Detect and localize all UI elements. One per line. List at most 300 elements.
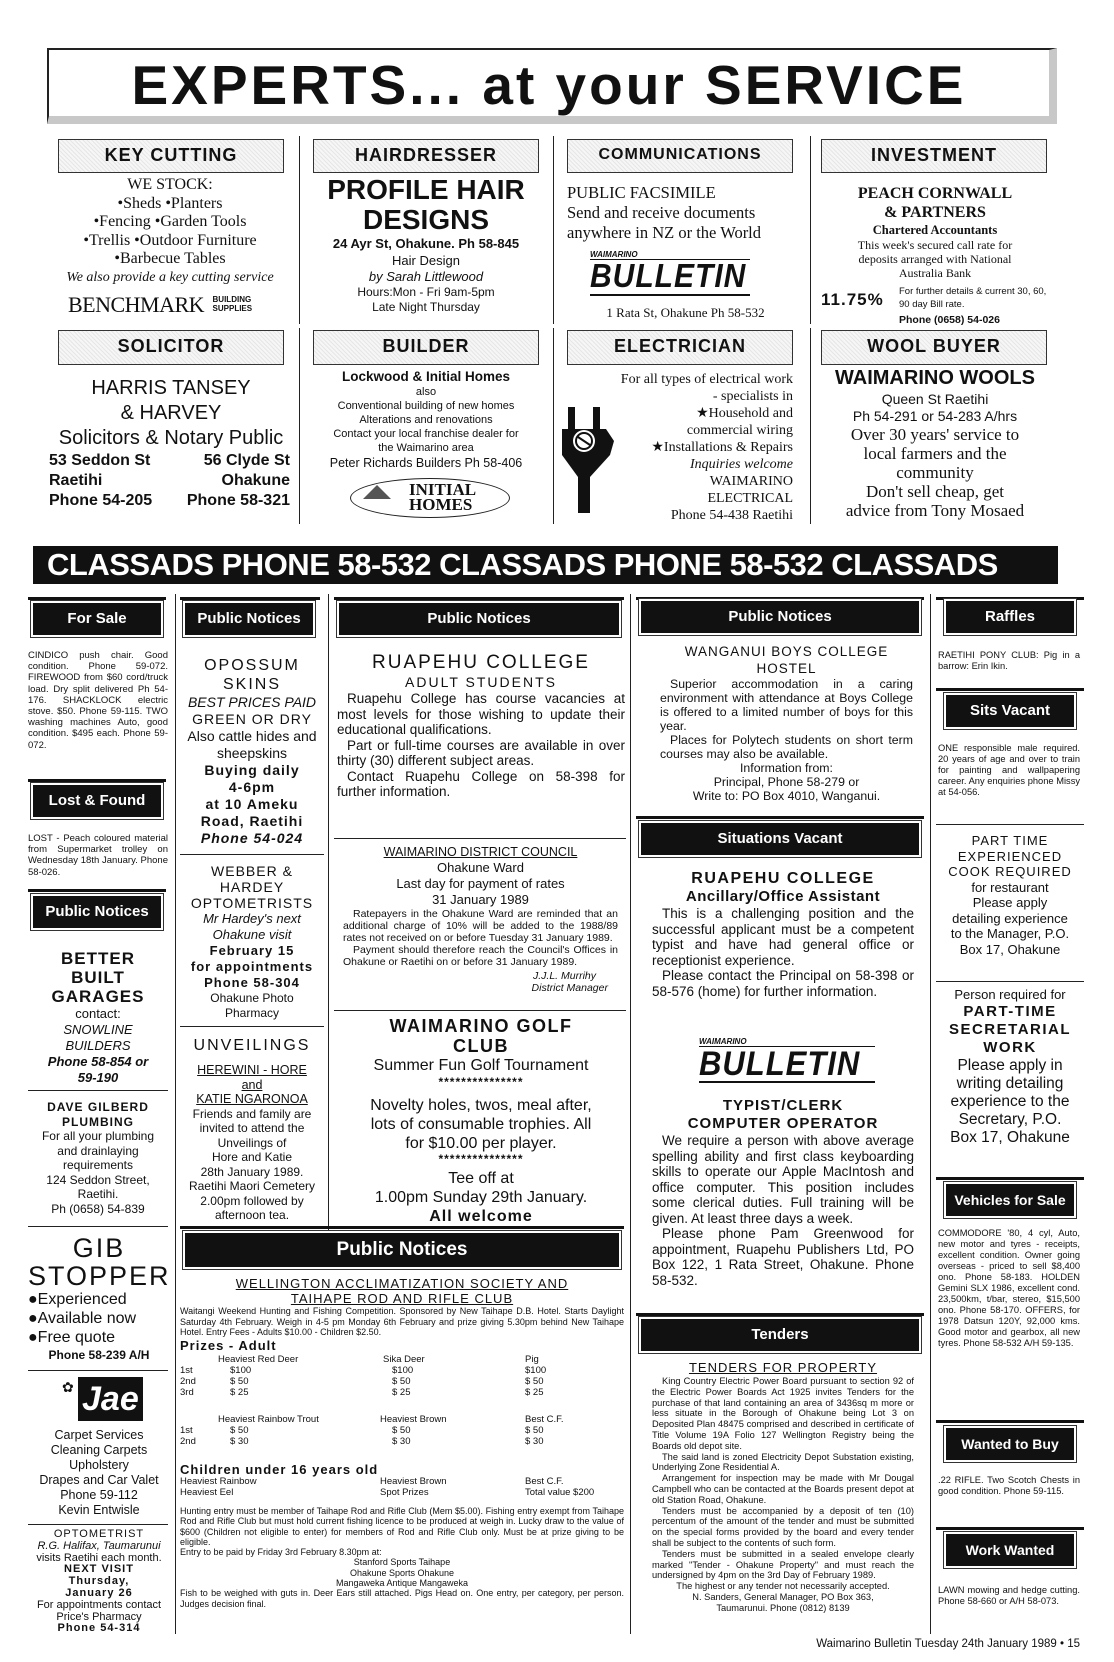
prize-amount: $100 bbox=[525, 1365, 547, 1376]
wool-text: community bbox=[896, 463, 974, 482]
un-line: HEREWINI - HORE bbox=[197, 1063, 307, 1077]
situations-vacant-heading: Situations Vacant bbox=[641, 823, 919, 855]
wb-text: Information from: bbox=[740, 761, 833, 775]
prize-place: 1st bbox=[180, 1365, 193, 1376]
builder-text: also bbox=[415, 386, 437, 398]
golf-line: lots of consumable trophies. All bbox=[370, 1116, 592, 1133]
jae-logo-text: Jae bbox=[78, 1377, 143, 1421]
prize-amount: $ 50 bbox=[392, 1425, 411, 1436]
un-line: Hore and Katie bbox=[211, 1150, 293, 1164]
communications-heading: COMMUNICATIONS bbox=[567, 139, 793, 173]
prize-amount: $100 bbox=[230, 1365, 252, 1376]
electrician-text: - specialists in bbox=[712, 389, 793, 404]
wb-text: Places for Polytech students on short term courses may also be available. bbox=[660, 733, 913, 761]
pt-line: for restaurant bbox=[971, 879, 1049, 895]
rate-note-line: For further details & current 30, 60, bbox=[899, 286, 1047, 297]
wh-line: HARDEY bbox=[219, 879, 285, 895]
facsimile-label: PUBLIC FACSIMILE bbox=[567, 183, 716, 202]
wh-line: Ohakune Photo bbox=[210, 991, 294, 1005]
tp-text: The said land is zoned Electricity Depot Substation existing, Underlying Zone Residential A. bbox=[652, 1451, 914, 1473]
page-title: EXPERTS... at your SERVICE bbox=[131, 54, 967, 116]
firm-name: PEACH CORNWALL bbox=[857, 185, 1013, 202]
entry-location: Ohakune Sports Ohakune bbox=[349, 1567, 455, 1578]
facsimile-text: Send and receive documents bbox=[567, 203, 756, 222]
prizes-heading: Prizes - Adult bbox=[180, 1337, 277, 1353]
tp-text: King Country Electric Power Board pursuant to section 92 of the Electric Power Boards Act 1925 invites Tenders for the purchase of that land containing an area of 3436sq m more or less situate in the Borough of Ohakune being Lot 3 on Deposited Plan 48475 comprised and described in certificate of Title Volume 19A Folio 127 Wellington Registry being the Boards old depot site. bbox=[652, 1376, 914, 1451]
builder-name: Lockwood & Initial Homes bbox=[341, 369, 511, 384]
opt-line: Thursday, bbox=[68, 1575, 130, 1588]
wool-text: Ph 54-291 or 54-283 A/hrs bbox=[852, 408, 1018, 424]
initial-homes-text: HOMES bbox=[409, 495, 473, 514]
wdc-line: Ohakune Ward bbox=[437, 860, 524, 875]
child-prize: Total value $200 bbox=[525, 1487, 595, 1498]
tp-text: The highest or any tender not necessarily accepted. bbox=[676, 1581, 890, 1592]
wanganui-boys-ad bbox=[660, 643, 913, 803]
prize-amount: $100 bbox=[392, 1365, 414, 1376]
wanted-to-buy-text: .22 RIFLE. Two Scotch Chests in good condition. Phone 59-115. bbox=[938, 1475, 1080, 1496]
dg-line: PLUMBING bbox=[62, 1114, 134, 1129]
rc-subtitle: ADULT STUDENTS bbox=[405, 674, 557, 690]
pt-line: COOK REQUIRED bbox=[948, 864, 1072, 879]
hairdresser-ad bbox=[303, 175, 549, 315]
lost-found-text: LOST - Peach coloured material from Supermarket trolley on Wednesday 18th January. Phone 58-026. bbox=[28, 833, 168, 878]
electrician-text: Inquiries welcome bbox=[689, 457, 793, 472]
bulletin-logo-small: WAIMARINO bbox=[590, 250, 750, 260]
prize-table-2 bbox=[180, 1415, 624, 1448]
wool-text: Queen St Raetihi bbox=[881, 391, 989, 407]
bbg-line: BUILT bbox=[71, 968, 125, 987]
address-line: Ohakune bbox=[221, 472, 290, 489]
public-notices-heading: Public Notices bbox=[339, 603, 619, 635]
fish-rules-text: Fish to be weighed with guts in. Deer Ears still attached. Pigs Head on. One entry, per category, per person. Judges decision final. bbox=[180, 1588, 624, 1609]
wdc-title: WAIMARINO DISTRICT COUNCIL bbox=[383, 845, 578, 859]
unveilings-ad bbox=[180, 1035, 324, 1223]
opt-line: OPTOMETRIST bbox=[53, 1528, 145, 1540]
tp-text: Tenders must be submitted in a sealed envelope clearly marked "Tender - Ohakune Property" and must reach the undersigned by 4pm on the 3rd Day of February 1989. bbox=[652, 1548, 914, 1581]
bulletin-address: 1 Rata St, Ohakune Ph 58-532 bbox=[606, 305, 765, 320]
electrician-text: For all types of electrical work bbox=[620, 372, 793, 387]
opt-line: For appointments contact bbox=[36, 1598, 162, 1611]
wb-title: HOSTEL bbox=[756, 661, 817, 676]
bbg-line: BUILDERS bbox=[65, 1038, 131, 1053]
stock-item: •Barbecue Tables bbox=[114, 250, 226, 267]
ps-line: Person required for bbox=[954, 987, 1066, 1002]
opt-line: visits Raetihi each month. bbox=[36, 1551, 162, 1564]
public-notices-heading: Public Notices bbox=[185, 603, 313, 635]
sits-vacant-text: ONE responsible male required. 20 years of age and over to train for painting and wallpapering career. Any enquiries phone Missy at 54-056. bbox=[938, 743, 1080, 797]
wdc-sign: District Manager bbox=[531, 982, 608, 994]
prize-amount: $ 50 bbox=[525, 1376, 544, 1387]
op-line: Road, Raetihi bbox=[200, 813, 304, 829]
benchmark-sub: BUILDING bbox=[212, 295, 252, 304]
wb-text: Principal, Phone 58-279 or bbox=[713, 775, 860, 789]
wb-text: Superior accommodation in a caring environment with attendance at Boys College is offered to a limited number of boys for this year. bbox=[660, 677, 913, 733]
wh-line: for appointments bbox=[190, 959, 314, 974]
wdc-text: Payment should therefore reach the Council's Offices in Ohakune or Raetihi on or before 31 January 1989. bbox=[343, 944, 618, 968]
wh-line: Phone 58-304 bbox=[204, 975, 300, 990]
wb-title: WANGANUI BOYS COLLEGE bbox=[684, 644, 889, 659]
bulletin-logo bbox=[590, 250, 760, 300]
jae-line: Drapes and Car Valet bbox=[39, 1473, 159, 1487]
investment-heading: INVESTMENT bbox=[821, 139, 1047, 173]
builder-phone: Peter Richards Builders Ph 58-406 bbox=[329, 456, 523, 470]
jae-line: Cleaning Carpets bbox=[50, 1443, 148, 1457]
pt-line: Box 17, Ohakune bbox=[959, 941, 1061, 957]
rc-text: Ruapehu College has course vacancies at most levels for those wishing to update their educational qualifications. bbox=[337, 691, 625, 737]
prize-amount: $ 30 bbox=[525, 1436, 544, 1447]
bbg-line: SNOWLINE bbox=[63, 1022, 133, 1037]
golf-title: WAIMARINO GOLF bbox=[389, 1016, 573, 1036]
tc-text: Please phone Pam Greenwood for appointment, Ruapehu Publishers Ltd, PO Box 122, 1 Rata Street, Ohakune. Phone 58-532. bbox=[652, 1226, 914, 1288]
rc-title: RUAPEHU COLLEGE bbox=[691, 870, 875, 887]
dg-line: 124 Seddon Street, bbox=[46, 1172, 150, 1187]
golf-stars: *************** bbox=[438, 1075, 524, 1089]
golf-line: Novelty holes, twos, meal after, bbox=[370, 1097, 592, 1114]
prize-place: 2nd bbox=[180, 1376, 196, 1387]
wb-text: Write to: PO Box 4010, Wanganui. bbox=[692, 789, 881, 803]
entry-location: Mangaweka Antique Mangaweka bbox=[335, 1578, 469, 1589]
un-line: afternoon tea. bbox=[214, 1208, 290, 1222]
dg-line: DAVE GILBERD bbox=[47, 1100, 149, 1114]
benchmark-logo-text: BENCHMARK bbox=[68, 292, 205, 317]
key-cutting-heading: KEY CUTTING bbox=[58, 139, 284, 173]
notice-title: WELLINGTON ACCLIMATIZATION SOCIETY AND bbox=[235, 1276, 569, 1291]
bbg-line: GARAGES bbox=[51, 987, 145, 1006]
investment-phone: Phone (0658) 54-026 bbox=[899, 314, 1000, 326]
ps-line: writing detailing bbox=[956, 1075, 1064, 1092]
secretarial-ad bbox=[936, 987, 1084, 1147]
rate-text: This week's secured call rate for bbox=[857, 238, 1013, 252]
child-prize: Spot Prizes bbox=[380, 1487, 429, 1498]
firm-name: & PARTNERS bbox=[884, 204, 986, 221]
entry-text: Entry to be paid by Friday 3rd February 8.30pm at: bbox=[180, 1547, 382, 1558]
opt-line: Price's Pharmacy bbox=[56, 1610, 142, 1623]
better-built-garages-ad bbox=[28, 949, 168, 1086]
tp-text: N. Sanders, General Manager, PO Box 363, bbox=[692, 1591, 874, 1602]
wh-line: Pharmacy bbox=[224, 1006, 280, 1020]
golf-stars: *************** bbox=[438, 1152, 524, 1166]
communications-ad bbox=[567, 183, 807, 243]
for-sale-heading: For Sale bbox=[33, 603, 161, 635]
gib-point: ●Free quote bbox=[28, 1329, 116, 1346]
children-heading: Children under 16 years old bbox=[180, 1462, 379, 1477]
wool-name: WAIMARINO WOOLS bbox=[835, 367, 1035, 389]
builder-text: Contact your local franchise dealer for bbox=[333, 428, 519, 440]
jae-ad bbox=[28, 1428, 170, 1518]
part-time-cook-ad bbox=[936, 833, 1084, 957]
op-line: sheepskins bbox=[216, 745, 288, 761]
rc-title: RUAPEHU COLLEGE bbox=[372, 652, 590, 673]
salon-by: by Sarah Littlewood bbox=[368, 269, 484, 284]
we-stock-label: WE STOCK: bbox=[127, 176, 213, 193]
notice-rules bbox=[180, 1506, 624, 1609]
salon-name: DESIGNS bbox=[362, 204, 490, 235]
child-prize: Best C.F. bbox=[525, 1476, 564, 1487]
un-line: Friends and family are bbox=[192, 1106, 312, 1121]
dg-line: Ph (0658) 54-839 bbox=[51, 1201, 145, 1216]
golf-title: CLUB bbox=[453, 1036, 509, 1056]
child-prize: Heaviest Rainbow bbox=[180, 1476, 257, 1487]
tc-title: TYPIST/CLERK bbox=[722, 1097, 844, 1114]
sits-vacant-heading: Sits Vacant bbox=[946, 695, 1074, 727]
salon-name: PROFILE HAIR bbox=[327, 174, 525, 205]
un-line: KATIE NGARONOA bbox=[196, 1092, 308, 1106]
address-line: 56 Clyde St bbox=[203, 452, 290, 469]
wanted-to-buy-heading: Wanted to Buy bbox=[946, 1428, 1074, 1460]
bulletin-logo-text: BULLETIN bbox=[699, 1044, 861, 1083]
tp-title: TENDERS FOR PROPERTY bbox=[688, 1360, 878, 1375]
lost-found-heading: Lost & Found bbox=[33, 785, 161, 817]
electrician-phone: Phone 54-438 Raetihi bbox=[670, 508, 793, 523]
classads-banner bbox=[33, 546, 1058, 584]
tenders-property-ad bbox=[652, 1360, 914, 1614]
un-title: UNVEILINGS bbox=[193, 1037, 311, 1054]
opt-line: R.G. Halifax, Taumarunui bbox=[37, 1539, 161, 1552]
un-line: 2.00pm followed by bbox=[200, 1193, 304, 1208]
tp-text: Arrangement for inspection may be made with Mr Dougal Campbell who can be contacted at the Boards present depot at old Station Road, Ohakune. bbox=[652, 1473, 914, 1505]
builder-ad bbox=[303, 368, 549, 472]
solicitor-sub: Solicitors & Notary Public bbox=[58, 427, 284, 449]
solicitor-address-right bbox=[170, 451, 290, 511]
bbg-line: 59-190 bbox=[77, 1070, 119, 1085]
classads-banner-text: CLASSADS PHONE 58-532 CLASSADS PHONE 58-532 CLASSADS bbox=[47, 547, 998, 582]
dg-line: For all your plumbing bbox=[41, 1129, 155, 1143]
golf-line: Tee off at bbox=[448, 1170, 514, 1187]
ps-line: Secretary, P.O. bbox=[958, 1111, 1062, 1128]
prize-amount: $ 25 bbox=[230, 1387, 249, 1398]
ps-line: Box 17, Ohakune bbox=[950, 1129, 1070, 1146]
wool-text: Don't sell cheap, get bbox=[865, 482, 1005, 501]
opt-line: NEXT VISIT bbox=[64, 1563, 134, 1576]
ps-line: PART-TIME bbox=[963, 1003, 1057, 1020]
work-wanted-heading: Work Wanted bbox=[946, 1534, 1074, 1566]
dave-gilberd-ad bbox=[28, 1100, 168, 1216]
bulletin-logo-small: WAIMARINO bbox=[699, 1037, 875, 1047]
gib-title: STOPPER bbox=[28, 1261, 171, 1291]
electrician-text: ★Household and bbox=[696, 406, 793, 421]
public-notices-heading: Public Notices bbox=[33, 896, 161, 928]
wool-text: advice from Tony Mosaed bbox=[845, 501, 1025, 520]
electrician-text: commercial wiring bbox=[686, 423, 793, 438]
work-wanted-text: LAWN mowing and hedge cutting. Phone 58-660 or A/H 58-073. bbox=[938, 1585, 1080, 1606]
un-line: Raetihi Maori Cemetery bbox=[188, 1179, 316, 1193]
prize-col-head: Best C.F. bbox=[525, 1414, 564, 1425]
prize-col-head: Heaviest Brown bbox=[380, 1414, 447, 1425]
ps-line: WORK bbox=[983, 1039, 1037, 1056]
wool-text: local farmers and the bbox=[863, 444, 1007, 463]
wool-text: Over 30 years' service to bbox=[850, 425, 1020, 444]
header-box bbox=[47, 48, 1057, 124]
op-line: GREEN OR DRY bbox=[192, 711, 312, 727]
prize-amount: $ 50 bbox=[525, 1425, 544, 1436]
hunting-fishing-notice bbox=[180, 1276, 624, 1353]
initial-homes-logo bbox=[350, 478, 510, 518]
prize-place: 1st bbox=[180, 1425, 193, 1436]
builder-text: Conventional building of new homes bbox=[337, 400, 515, 412]
jae-line: Phone 59-112 bbox=[60, 1488, 138, 1502]
prize-col-head: Sika Deer bbox=[383, 1354, 425, 1365]
prize-table-1 bbox=[180, 1355, 624, 1399]
prize-amount: $ 50 bbox=[392, 1376, 411, 1387]
benchmark-sub: SUPPLIES bbox=[212, 304, 253, 313]
entry-location: Stanford Sports Taihape bbox=[353, 1557, 451, 1568]
gib-point: ●Experienced bbox=[28, 1291, 127, 1308]
bbg-line: BETTER bbox=[61, 949, 135, 968]
pt-line: Please apply bbox=[972, 895, 1048, 910]
wh-line: WEBBER & bbox=[211, 863, 293, 879]
wool-ad bbox=[815, 365, 1055, 520]
prize-amount: $ 50 bbox=[230, 1425, 249, 1436]
builder-text: the Waimarino area bbox=[378, 442, 474, 454]
pt-line: EXPERIENCED bbox=[957, 848, 1063, 864]
salon-address: 24 Ayr St, Ohakune. Ph 58-845 bbox=[332, 236, 520, 251]
electrician-name: WAIMARINO bbox=[709, 474, 793, 489]
gib-phone: Phone 58-239 A/H bbox=[48, 1348, 150, 1362]
jae-line: Kevin Entwisle bbox=[58, 1503, 140, 1517]
opt-line: Phone 54-314 bbox=[57, 1622, 141, 1635]
wool-heading: WOOL BUYER bbox=[821, 330, 1047, 365]
gib-stopper-ad bbox=[28, 1234, 170, 1363]
typist-clerk-ad bbox=[652, 1097, 914, 1288]
pt-line: detailing experience bbox=[952, 910, 1068, 926]
solicitor-name: & HARVEY bbox=[120, 402, 222, 424]
tc-text: We require a person with above average spelling ability and first class keyboarding skills to operate our Apple MacIntosh and office computer. This position includes some clerical duties. Full training will be given. At least three days a week. bbox=[652, 1133, 914, 1226]
gib-title: GIB bbox=[72, 1233, 126, 1263]
op-line: Also cattle hides and bbox=[187, 728, 317, 744]
ps-line: experience to the bbox=[950, 1093, 1070, 1110]
bulletin-logo-text: BULLETIN bbox=[590, 258, 747, 295]
public-notices-heading: Public Notices bbox=[641, 601, 919, 633]
wdc-sign: J.J.L. Murrihy bbox=[532, 970, 596, 982]
page-footer: Waimarino Bulletin Tuesday 24th January 1989 • 15 bbox=[816, 1638, 1080, 1650]
notice-intro: Waitangi Weekend Hunting and Fishing Competition. Sponsored by New Taihape D.B. Hotel. Starts Daylight Saturday 4th February. Weigh in 4-5 pm Monday 6th February and prize giving 5.30pm behind New Taihape Hotel. Entry Fees - Adults $10.00 - Children $2.50. bbox=[180, 1306, 624, 1337]
op-line: BEST PRICES PAID bbox=[187, 694, 317, 710]
children-table bbox=[180, 1477, 624, 1499]
key-cutting-note: We also provide a key cutting service bbox=[66, 269, 274, 285]
electrician-text: ★Installations & Repairs bbox=[651, 440, 793, 455]
rate-text: Australia Bank bbox=[898, 266, 972, 280]
address-line: Phone 58-321 bbox=[186, 492, 290, 509]
waimarino-golf-ad bbox=[337, 1016, 625, 1226]
pt-line: PART TIME bbox=[971, 833, 1049, 848]
golf-line: All welcome bbox=[429, 1208, 533, 1225]
rc-text: Contact Ruapehu College on 58-398 for further information. bbox=[337, 768, 625, 799]
op-line: SKINS bbox=[222, 676, 281, 693]
un-line: Unveilings of bbox=[217, 1135, 287, 1150]
waimarino-council-ad bbox=[343, 845, 618, 994]
ruapehu-college-office-ad bbox=[652, 870, 914, 999]
prize-place: 3rd bbox=[180, 1387, 194, 1398]
opt-line: January 26 bbox=[65, 1586, 133, 1599]
rc-text: This is a challenging position and the successful applicant must be a competent typist and have had general office or receptionist experience. bbox=[652, 906, 914, 968]
jae-line: Upholstery bbox=[69, 1458, 129, 1472]
solicitor-heading: SOLICITOR bbox=[58, 330, 284, 365]
rc-text: Part or full-time courses are available in over thirty (30) different subject areas. bbox=[337, 737, 625, 768]
wh-line: February 15 bbox=[209, 943, 295, 958]
op-line: 4-6pm bbox=[228, 779, 276, 795]
prize-amount: $ 30 bbox=[230, 1436, 249, 1447]
initial-homes-text: INITIAL bbox=[409, 480, 477, 499]
rc-subtitle: Ancillary/Office Assistant bbox=[685, 888, 881, 905]
child-prize: Heaviest Brown bbox=[380, 1476, 447, 1487]
bbg-line: contact: bbox=[75, 1006, 121, 1021]
vehicles-heading: Vehicles for Sale bbox=[946, 1184, 1074, 1216]
salon-hours: Hours:Mon - Fri 9am-5pm bbox=[357, 285, 495, 299]
salon-service: Hair Design bbox=[392, 253, 460, 268]
op-line: Phone 54-024 bbox=[200, 830, 304, 846]
webber-hardey-ad bbox=[180, 863, 324, 1021]
ps-line: SECRETARIAL bbox=[948, 1021, 1072, 1038]
un-line: invited to attend the bbox=[199, 1121, 305, 1135]
firm-sub: Chartered Accountants bbox=[872, 223, 998, 237]
wh-line: OPTOMETRISTS bbox=[190, 895, 314, 911]
dg-line: and drainlaying bbox=[57, 1143, 139, 1158]
prize-place: 2nd bbox=[180, 1436, 196, 1447]
stock-item: •Trellis •Outdoor Furniture bbox=[83, 231, 257, 249]
benchmark-logo bbox=[68, 292, 288, 318]
solicitor-name: HARRIS TANSEY bbox=[91, 377, 251, 399]
investment-ad bbox=[815, 184, 1055, 280]
golf-line: Summer Fun Golf Tournament bbox=[373, 1057, 589, 1074]
rate-note bbox=[899, 285, 1046, 311]
address-line: Phone 54-205 bbox=[49, 492, 153, 509]
vehicles-text: COMMODORE '80, 4 cyl, Auto, new motor and tyres - receipts, excellent condition. Owner going overseas - priced to sell $8,400 ono. Phone 58-183. HOLDEN Gemini SLX 1986, excellent cond. 23,500km, t/bar, stereo, $15,500 ono. Phone 58-170. OFFERS, for 1978 Datsun 120Y, 92,000 kms. Good motor and gearbox, all new tyres. Phone 58-532 A/H 59-135. bbox=[938, 1228, 1080, 1348]
salon-late: Late Night Thursday bbox=[372, 300, 480, 314]
gib-point: ●Available now bbox=[28, 1310, 137, 1327]
bulletin-logo bbox=[699, 1037, 875, 1089]
stock-item: •Sheds •Planters bbox=[117, 194, 223, 212]
un-line: 28th January 1989. bbox=[200, 1164, 304, 1179]
prize-col-head: Heaviest Red Deer bbox=[218, 1354, 299, 1365]
opossum-skins-ad bbox=[180, 656, 324, 847]
golf-line: for $10.00 per player. bbox=[405, 1135, 557, 1152]
call-rate: 11.75% bbox=[821, 290, 884, 309]
solicitor-ad bbox=[46, 376, 296, 451]
prize-col-head: Pig bbox=[525, 1354, 539, 1365]
electrician-heading: ELECTRICIAN bbox=[567, 330, 793, 365]
jae-line: Carpet Services bbox=[54, 1428, 144, 1442]
prize-amount: $ 50 bbox=[230, 1376, 249, 1387]
rules-text: Hunting entry must be member of Taihape Rod and Rifle Club (Mem $5.00). Fishing entry exempt from Taihape Rod and Rifle Club but must hold current fishing licence to be produced at weigh in. Lucky draw to the value of $600 (Children not eligible to enter) for members of Rod and Rifle Club only. Must be at prize giving to be eligible. bbox=[180, 1506, 624, 1547]
facsimile-text: anywhere in NZ or the World bbox=[567, 223, 762, 242]
builder-heading: BUILDER bbox=[313, 330, 539, 365]
public-notices-heading: Public Notices bbox=[185, 1233, 619, 1267]
electrician-name: ELECTRICAL bbox=[707, 491, 793, 506]
for-sale-text: CINDICO push chair. Good condition. Phone 59-072. FIREWOOD from $60 cord/truck load. Dry split delivered Ph 54-176. SHACKLOCK electric stove. $50. Phone 59-115. TWO washing machines Auto, good condition. $495 each. Phone 59-072. bbox=[28, 650, 168, 751]
wh-line: Mr Hardey's next bbox=[203, 911, 301, 926]
prize-amount: $ 25 bbox=[525, 1387, 544, 1398]
hairdresser-heading: HAIRDRESSER bbox=[313, 139, 539, 173]
tp-text: Tenders must be accompanied by a deposit of ten (10) percentum of the amount of the tender and must be submitted on the special forms provided by the board and every tender shall be subject to the contents of such form. bbox=[652, 1505, 914, 1548]
notice-title: TAIHAPE ROD AND RIFLE CLUB bbox=[290, 1291, 514, 1306]
rc-text: Please contact the Principal on 58-398 or 58-576 (home) for further information. bbox=[652, 968, 914, 999]
op-line: OPOSSUM bbox=[204, 657, 300, 674]
un-line: and bbox=[241, 1077, 263, 1092]
wdc-line: Last day for payment of rates bbox=[396, 876, 565, 891]
address-line: 53 Seddon St bbox=[49, 452, 151, 469]
op-line: at 10 Ameku bbox=[205, 796, 299, 812]
pt-line: to the Manager, P.O. bbox=[950, 926, 1070, 941]
prize-amount: $ 30 bbox=[392, 1436, 411, 1447]
prize-col-head: Heaviest Rainbow Trout bbox=[218, 1414, 319, 1425]
bbg-line: Phone 58-854 or bbox=[47, 1054, 149, 1069]
key-cutting-ad bbox=[48, 176, 292, 287]
ruapehu-college-adult-ad bbox=[337, 652, 625, 800]
op-line: Buying daily bbox=[204, 762, 300, 778]
dg-line: requirements bbox=[62, 1158, 134, 1172]
golf-line: 1.00pm Sunday 29th January. bbox=[374, 1189, 588, 1206]
wdc-text: Ratepayers in the Ohakune Ward are reminded that an additional charge of 10% will be added to the 1988/89 rates not received on or before Tuesday 31 January 1989. bbox=[343, 908, 618, 944]
